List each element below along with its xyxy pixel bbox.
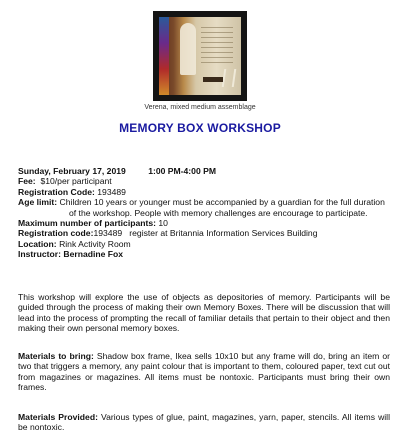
instructor-label: Instructor:	[18, 249, 61, 260]
event-details	[18, 166, 390, 260]
fee-label: Fee:	[18, 176, 36, 187]
artwork-figure	[180, 23, 196, 75]
age-limit-row	[18, 197, 390, 218]
artwork-color-stripe	[159, 17, 169, 95]
registration-code-row	[18, 187, 390, 197]
max-participants-row	[18, 218, 390, 228]
max-participants-value: 10	[158, 218, 168, 229]
registration-value: 193489 register at Britannia Information Services Building	[93, 228, 318, 239]
fee-row	[18, 176, 390, 186]
artwork-caption: Verena, mixed medium assemblage	[144, 104, 256, 111]
artwork-image	[153, 11, 247, 101]
materials-to-bring-label: Materials to bring:	[18, 351, 94, 361]
materials-to-bring-text: Shadow box frame, Ikea sells 10x10 but any frame will do, bring an item or two that triggers a memory, any paint colour that is important to them, coloured paper, text cut out from magazines or magazines. All items must be nontoxic. Participants must bring their own frames.	[18, 351, 390, 393]
age-limit-value: Children 10 years or younger must be accompanied by a guardian for the full duration of the workshop. People with memory challenges are encourage to participate.	[59, 197, 385, 218]
artwork-text-texture	[201, 27, 233, 67]
location-value: Rink Activity Room	[59, 238, 131, 249]
artwork-tag	[203, 77, 223, 82]
event-time: 1:00 PM-4:00 PM	[148, 166, 217, 176]
registration-label: Registration code:	[18, 228, 94, 239]
instructor-value: Bernadine Fox	[63, 249, 124, 260]
location-row	[18, 239, 390, 249]
artwork-mark	[222, 69, 237, 87]
registration-row	[18, 228, 390, 238]
date-time-row	[18, 166, 390, 176]
workshop-description: This workshop will explore the use of objects as depositories of memory. Participants will be guided through the process of making their own Memory Boxes. There will be discussion that will lead into the process of prompting the recall of familiar details that pertain to their object and then making their own personal memory boxes.	[18, 292, 390, 334]
age-limit-label: Age limit:	[18, 197, 58, 208]
materials-provided-text: Various types of glue, paint, magazines, yarn, paper, stencils. All items will be nontoxic.	[18, 412, 390, 433]
registration-code-value: 193489	[97, 186, 126, 197]
instructor-row	[18, 249, 390, 259]
registration-code-label: Registration Code:	[18, 186, 95, 197]
event-date: Sunday, February 17, 2019	[18, 166, 126, 176]
max-participants-label: Maximum number of participants:	[18, 218, 156, 229]
fee-value: $10/per participant	[40, 176, 112, 187]
page-title: MEMORY BOX WORKSHOP	[119, 121, 281, 135]
materials-to-bring	[18, 351, 390, 393]
location-label: Location:	[18, 238, 57, 249]
materials-provided-label: Materials Provided:	[18, 412, 98, 422]
materials-provided	[18, 412, 390, 433]
